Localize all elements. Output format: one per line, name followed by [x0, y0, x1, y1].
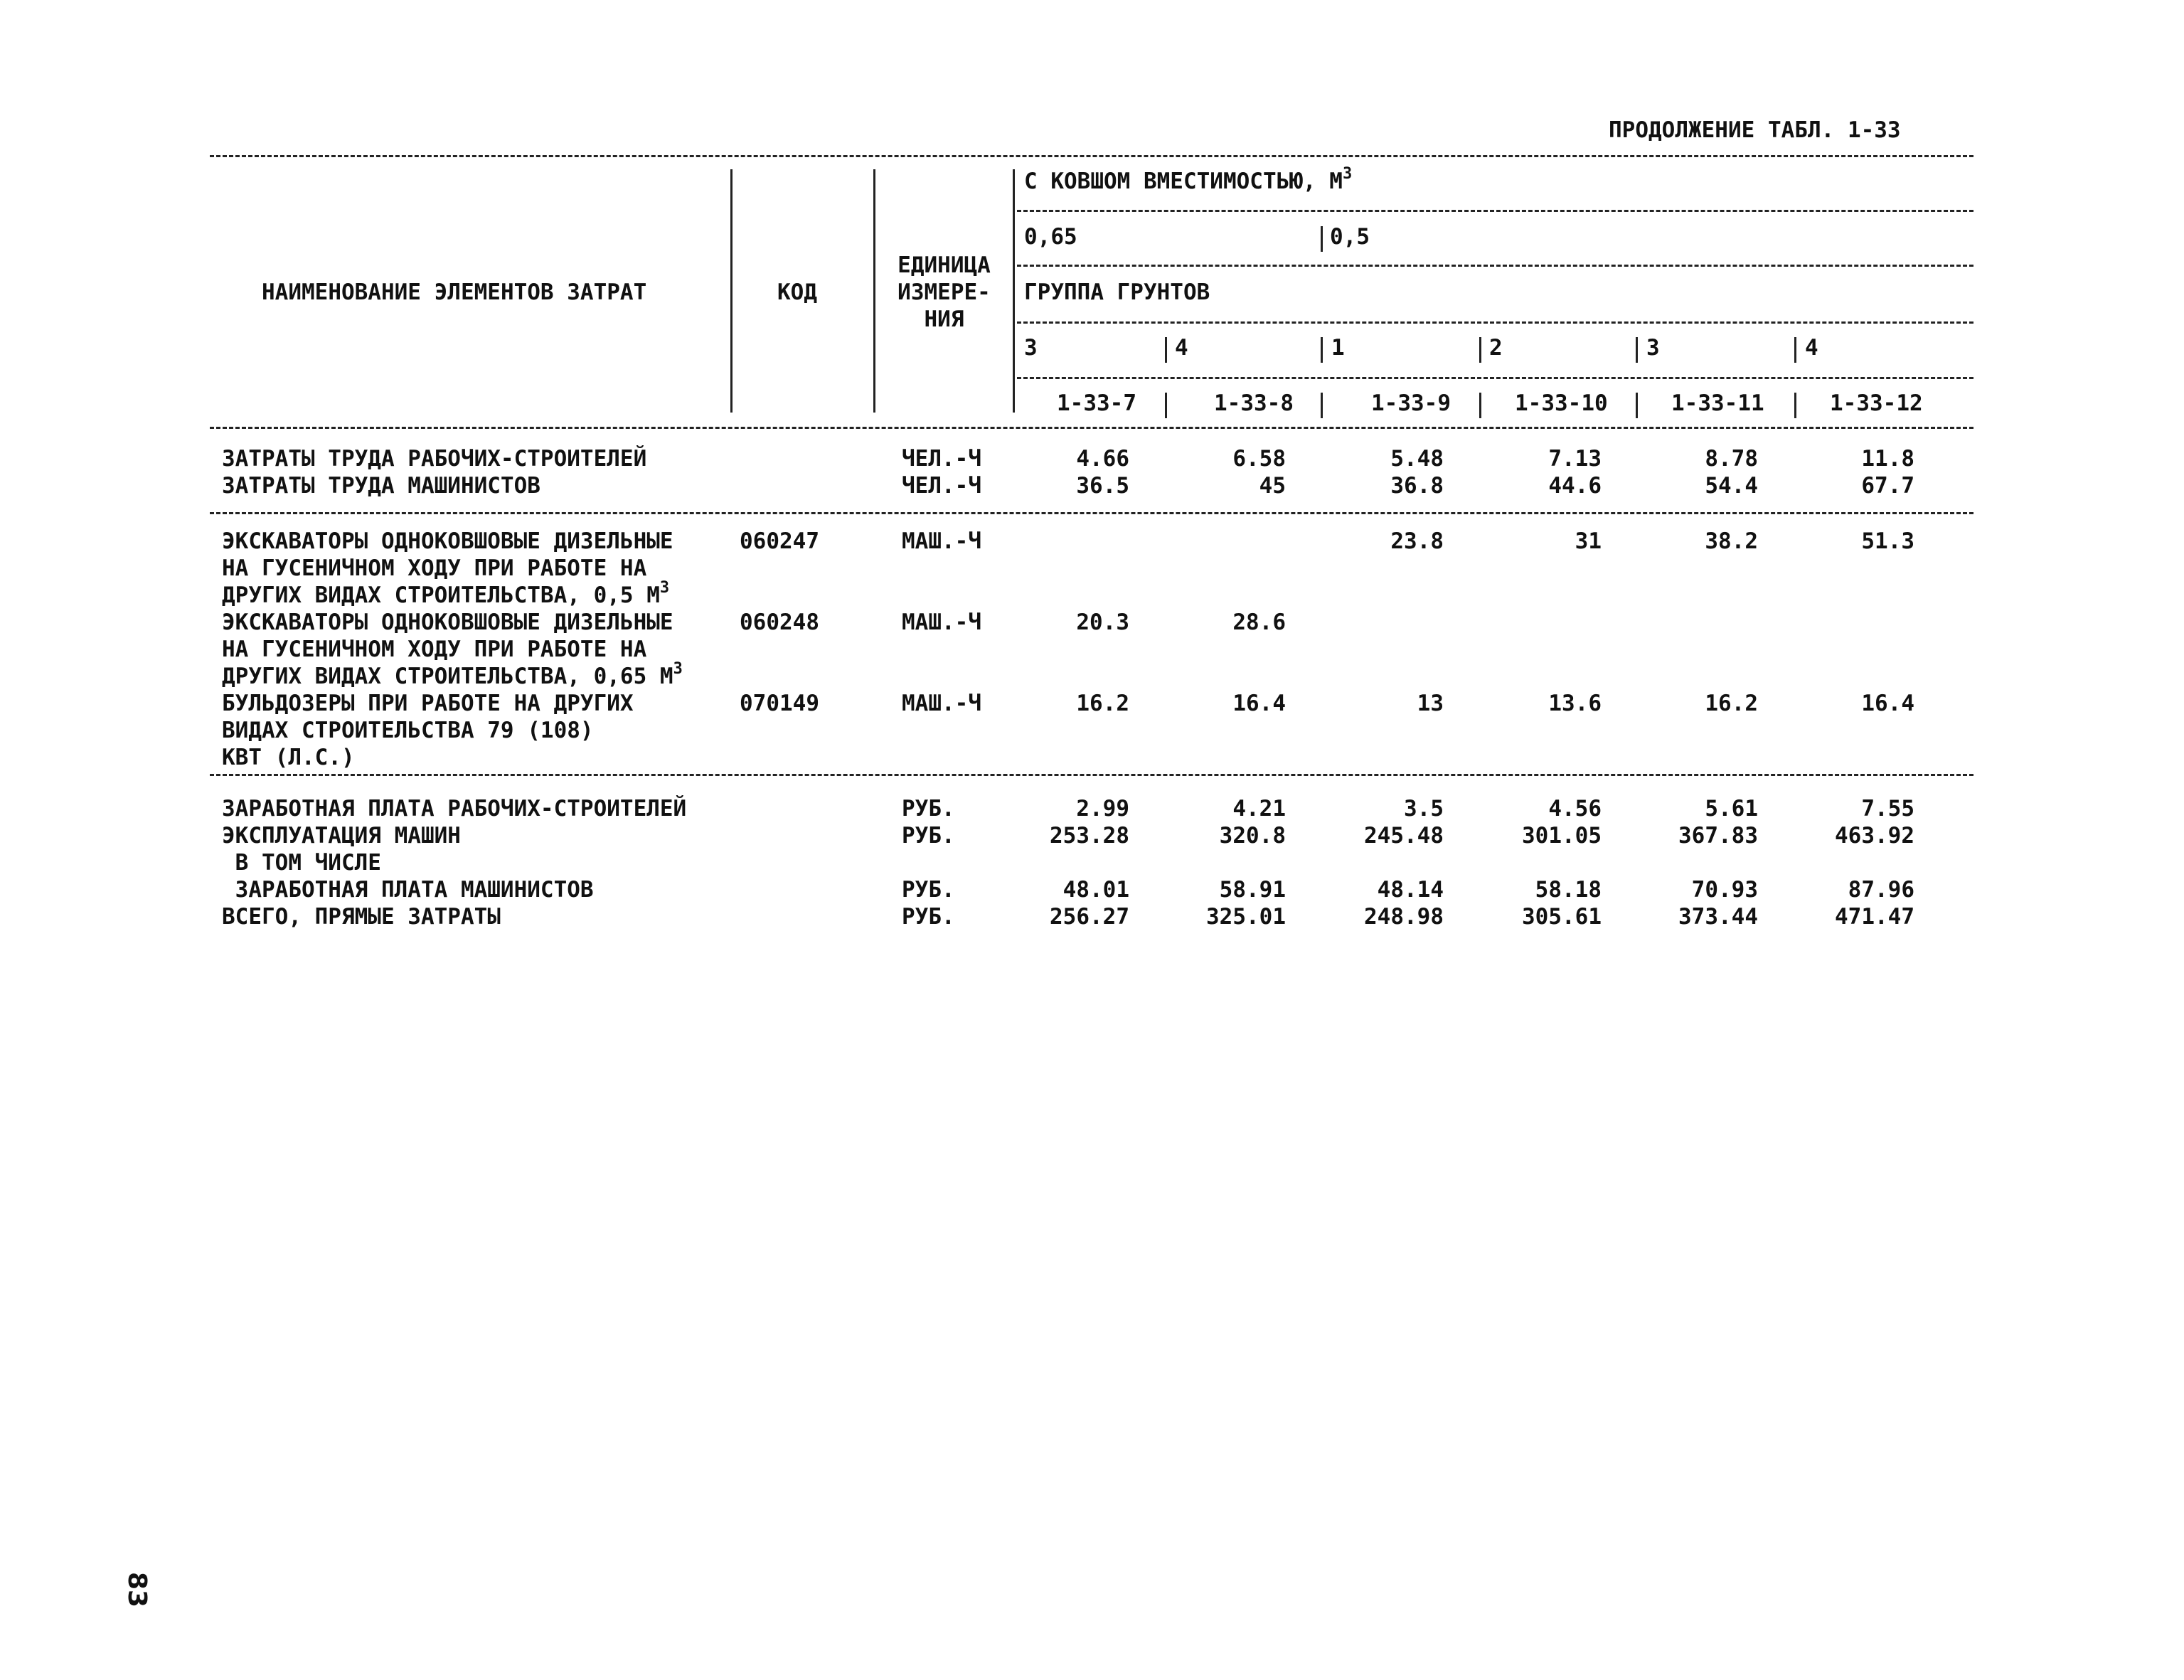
machine-name-line: ЭКСКАВАТОРЫ ОДНОКОВШОВЫЕ ДИЗЕЛЬНЫЕ — [222, 610, 673, 635]
value-cell: 45 — [1259, 473, 1286, 499]
value-cell: 471.47 — [1835, 904, 1914, 930]
value-cell: 367.83 — [1678, 823, 1758, 849]
header-capacity-065: 0,65 — [1024, 224, 1077, 250]
header-group: 3 — [1646, 335, 1660, 361]
row-unit: РУБ. — [902, 796, 955, 822]
value-cell: 13.6 — [1548, 691, 1602, 716]
rule-groups — [1017, 377, 1973, 379]
value-cell: 51.3 — [1861, 528, 1914, 554]
row-code: 070149 — [740, 691, 819, 716]
row-unit: МАШ.-Ч — [902, 610, 981, 635]
header-group: 4 — [1175, 335, 1188, 361]
header-code-column: КОД — [777, 280, 817, 305]
vsep-code-4 — [1479, 393, 1481, 418]
header-norm-code: 1-33-8 — [1214, 390, 1294, 416]
vsep-group-2 — [1165, 337, 1167, 363]
header-unit-line3: НИЯ — [924, 307, 964, 332]
cubic-superscript: 3 — [1342, 165, 1353, 183]
header-group: 4 — [1805, 335, 1818, 361]
row-unit: МАШ.-Ч — [902, 691, 981, 716]
machine-name-line: БУЛЬДОЗЕРЫ ПРИ РАБОТЕ НА ДРУГИХ — [222, 691, 634, 716]
vsep-code-5 — [1636, 393, 1638, 418]
value-cell: 58.18 — [1535, 877, 1602, 903]
row-code: 060248 — [740, 610, 819, 635]
row-name: ЗАРАБОТНАЯ ПЛАТА РАБОЧИХ-СТРОИТЕЛЕЙ — [222, 796, 687, 822]
value-cell: 6.58 — [1232, 446, 1286, 472]
value-cell: 325.01 — [1206, 904, 1286, 930]
value-cell: 320.8 — [1219, 823, 1286, 849]
table-caption: ПРОДОЛЖЕНИЕ ТАБЛ. 1-33 — [1609, 117, 1901, 143]
row-unit: МАШ.-Ч — [902, 528, 981, 554]
header-norm-code: 1-33-11 — [1671, 390, 1764, 416]
rule-machines-bottom — [210, 774, 1973, 776]
row-unit: РУБ. — [902, 904, 955, 930]
header-bucket-capacity: С КОВШОМ ВМЕСТИМОСТЬЮ, $М^3$ — [1024, 165, 1353, 194]
value-cell: 253.28 — [1050, 823, 1129, 849]
value-cell: 70.93 — [1691, 877, 1758, 903]
value-cell: 54.4 — [1705, 473, 1758, 499]
header-group: 1 — [1331, 335, 1345, 361]
row-name: ВСЕГО, ПРЯМЫЕ ЗАТРАТЫ — [222, 904, 501, 930]
header-norm-code: 1-33-10 — [1515, 390, 1608, 416]
value-cell: 44.6 — [1548, 473, 1602, 499]
value-cell: 28.6 — [1232, 610, 1286, 635]
header-name-column: НАИМЕНОВАНИЕ ЭЛЕМЕНТОВ ЗАТРАТ — [262, 280, 647, 305]
header-capacity-05: 0,5 — [1330, 224, 1370, 250]
rule-labor-bottom — [210, 512, 1973, 514]
value-cell: 4.21 — [1232, 796, 1286, 822]
value-cell: 248.98 — [1364, 904, 1444, 930]
value-cell: 7.13 — [1548, 446, 1602, 472]
value-cell: 38.2 — [1705, 528, 1758, 554]
value-cell: 13 — [1417, 691, 1444, 716]
row-name: ЗАТРАТЫ ТРУДА МАШИНИСТОВ — [222, 473, 540, 499]
value-cell: 4.56 — [1548, 796, 1602, 822]
value-cell: 11.8 — [1861, 446, 1914, 472]
machine-name-line-text: ДРУГИХ ВИДАХ СТРОИТЕЛЬСТВА, 0,5 М — [222, 583, 660, 608]
value-cell: 16.2 — [1705, 691, 1758, 716]
value-cell: 7.55 — [1861, 796, 1914, 822]
rule-header-bottom — [210, 427, 1973, 429]
value-cell: 31 — [1575, 528, 1602, 554]
row-unit: РУБ. — [902, 877, 955, 903]
machine-name-line: КВТ (Л.С.) — [222, 745, 355, 770]
value-cell: 301.05 — [1522, 823, 1602, 849]
vsep-group-6 — [1794, 337, 1796, 363]
value-cell: 5.61 — [1705, 796, 1758, 822]
value-cell: 245.48 — [1364, 823, 1444, 849]
value-cell: 305.61 — [1522, 904, 1602, 930]
value-cell: 16.2 — [1076, 691, 1129, 716]
vsep-name-code — [730, 169, 733, 413]
value-cell: 4.66 — [1076, 446, 1129, 472]
vsep-unit-data — [1013, 169, 1015, 413]
machine-name-line: НА ГУСЕНИЧНОМ ХОДУ ПРИ РАБОТЕ НА — [222, 555, 647, 581]
vsep-capacity — [1321, 226, 1323, 252]
cubic-superscript: 3 — [659, 579, 670, 597]
vsep-code-2 — [1165, 393, 1167, 418]
machine-name-line — [222, 660, 683, 689]
value-cell: 36.5 — [1076, 473, 1129, 499]
machine-name-line-text: ДРУГИХ ВИДАХ СТРОИТЕЛЬСТВА, 0,65 М — [222, 664, 673, 689]
machine-name-line: НА ГУСЕНИЧНОМ ХОДУ ПРИ РАБОТЕ НА — [222, 637, 647, 662]
vsep-code-6 — [1794, 393, 1796, 418]
value-cell: 36.8 — [1390, 473, 1444, 499]
row-name: В ТОМ ЧИСЛЕ — [222, 850, 381, 876]
row-code: 060247 — [740, 528, 819, 554]
value-cell: 58.91 — [1219, 877, 1286, 903]
machine-name-line — [222, 579, 670, 608]
value-cell: 87.96 — [1848, 877, 1914, 903]
vsep-group-4 — [1479, 337, 1481, 363]
header-unit-line2: ИЗМЕРЕ- — [897, 280, 991, 305]
vsep-code-3 — [1321, 393, 1323, 418]
rule-soil — [1017, 321, 1973, 324]
value-cell: 3.5 — [1404, 796, 1444, 822]
cubic-superscript: 3 — [673, 660, 683, 678]
row-unit: ЧЕЛ.-Ч — [902, 473, 981, 499]
header-norm-code: 1-33-9 — [1371, 390, 1451, 416]
header-norm-code: 1-33-7 — [1057, 390, 1136, 416]
header-soil-group: ГРУППА ГРУНТОВ — [1024, 280, 1210, 305]
header-norm-code: 1-33-12 — [1830, 390, 1923, 416]
value-cell: 48.01 — [1062, 877, 1129, 903]
row-name: ЭКСПЛУАТАЦИЯ МАШИН — [222, 823, 461, 849]
vsep-group-3 — [1321, 337, 1323, 363]
row-name: ЗАРАБОТНАЯ ПЛАТА МАШИНИСТОВ — [222, 877, 594, 903]
row-name: ЗАТРАТЫ ТРУДА РАБОЧИХ-СТРОИТЕЛЕЙ — [222, 446, 647, 472]
header-group: 2 — [1489, 335, 1503, 361]
rule-bucket — [1017, 210, 1973, 212]
vsep-code-unit — [873, 169, 875, 413]
value-cell: 5.48 — [1390, 446, 1444, 472]
header-group: 3 — [1024, 335, 1038, 361]
value-cell: 48.14 — [1377, 877, 1444, 903]
value-cell: 16.4 — [1861, 691, 1914, 716]
header-unit-line1: ЕДИНИЦА — [897, 252, 991, 278]
rule-top — [210, 155, 1973, 157]
machine-name-line: ВИДАХ СТРОИТЕЛЬСТВА 79 (108) — [222, 718, 594, 743]
value-cell: 256.27 — [1050, 904, 1129, 930]
value-cell: 463.92 — [1835, 823, 1914, 849]
value-cell: 16.4 — [1232, 691, 1286, 716]
row-unit: ЧЕЛ.-Ч — [902, 446, 981, 472]
rule-capacity — [1017, 265, 1973, 267]
value-cell: 23.8 — [1390, 528, 1444, 554]
value-cell: 2.99 — [1076, 796, 1129, 822]
page-number: 83 — [122, 1572, 151, 1608]
value-cell: 67.7 — [1861, 473, 1914, 499]
value-cell: 373.44 — [1678, 904, 1758, 930]
value-cell: 8.78 — [1705, 446, 1758, 472]
machine-name-line: ЭКСКАВАТОРЫ ОДНОКОВШОВЫЕ ДИЗЕЛЬНЫЕ — [222, 528, 673, 554]
value-cell: 20.3 — [1076, 610, 1129, 635]
row-unit: РУБ. — [902, 823, 955, 849]
vsep-group-5 — [1636, 337, 1638, 363]
